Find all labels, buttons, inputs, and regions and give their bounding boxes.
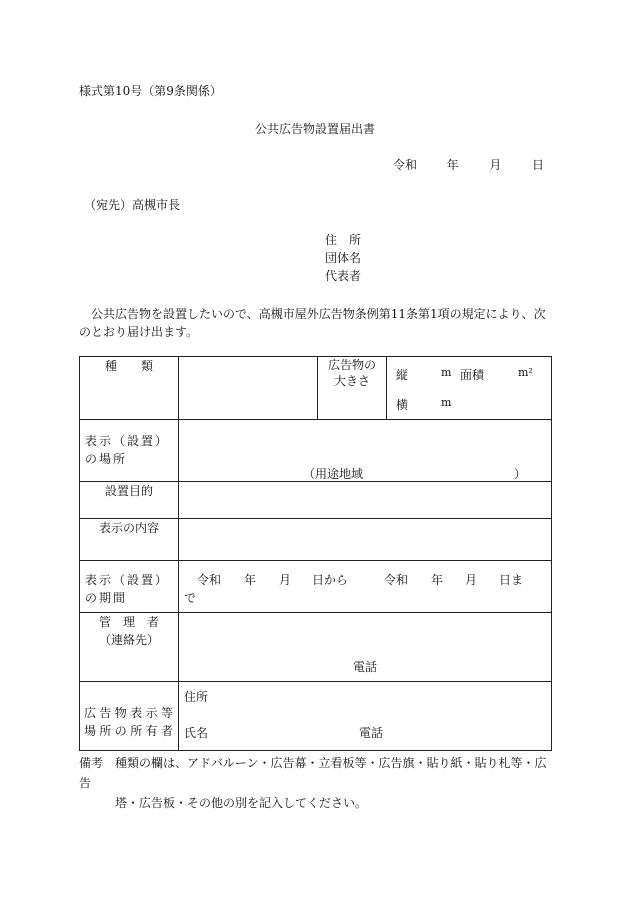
remarks-text-1: 種類の欄は、アドバルーン・広告幕・立看板等・広告旗・貼り紙・貼り札等・広告 <box>79 756 547 790</box>
date-line <box>393 156 544 173</box>
row-location <box>80 420 552 482</box>
document-title: 公共広告物設置届出書 <box>254 122 375 136</box>
period-field[interactable] <box>179 561 552 613</box>
applicant-representative-label: 代表者 <box>325 269 362 283</box>
period-to-era: 令和 <box>384 573 409 587</box>
row-owner <box>80 682 552 751</box>
type-field[interactable] <box>179 357 318 420</box>
owner-name-label: 氏名 <box>184 726 209 740</box>
area-label: 面積 <box>460 368 485 382</box>
horizontal-unit: m <box>441 396 452 409</box>
period-to-day-wrap: で <box>184 591 197 605</box>
horizontal-label: 横 <box>396 398 409 412</box>
period-from-day: 日から <box>312 573 349 587</box>
period-to-month: 月 <box>465 573 478 587</box>
size-label-text: 広告物の大きさ <box>328 358 377 388</box>
content-label: 表示の内容 <box>80 519 179 561</box>
vertical-unit: m <box>441 366 452 379</box>
form-number: 様式第10号（第9条関係） <box>79 84 222 98</box>
period-to-year: 年 <box>431 573 444 587</box>
remarks-text-2: 塔・広告板・その他の別を記入してください。 <box>115 796 368 810</box>
notification-form-table <box>79 356 552 751</box>
manager-field[interactable] <box>179 613 552 682</box>
row-type <box>80 357 552 420</box>
manager-contact-label: （連絡先） <box>98 633 159 647</box>
date-month: 月 <box>489 158 502 172</box>
row-period <box>80 561 552 613</box>
row-purpose <box>80 482 552 519</box>
period-from-month: 月 <box>279 573 292 587</box>
applicant-address-label: 住 所 <box>325 233 362 247</box>
remarks-prefix: 備考 <box>79 756 104 770</box>
type-label: 種 類 <box>80 357 179 420</box>
location-field[interactable] <box>179 420 552 482</box>
applicant-group-label: 団体名 <box>325 251 362 265</box>
row-manager <box>80 613 552 682</box>
purpose-label: 設置目的 <box>80 482 179 519</box>
owner-phone-label: 電話 <box>359 726 384 740</box>
period-from-year: 年 <box>244 573 257 587</box>
owner-address-label: 住所 <box>184 690 209 704</box>
content-field[interactable] <box>179 519 552 561</box>
purpose-field[interactable] <box>179 482 552 519</box>
zoning-close: ） <box>514 467 527 481</box>
date-day: 日 <box>532 158 545 172</box>
manager-label: 管 理 者 <box>98 615 159 629</box>
size-field[interactable] <box>387 357 552 420</box>
addressee: （宛先）高槻市長 <box>84 198 181 212</box>
area-unit: m² <box>518 366 533 379</box>
remarks-line-1 <box>79 753 555 793</box>
date-year: 年 <box>446 158 459 172</box>
size-label <box>318 357 387 420</box>
remarks <box>79 753 555 813</box>
period-from-era: 令和 <box>197 573 222 587</box>
manager-label-cell <box>80 613 179 682</box>
period-label: 表示（設置）の期間 <box>80 561 179 613</box>
date-era: 令和 <box>393 158 418 172</box>
manager-phone-label: 電話 <box>353 660 378 674</box>
vertical-label: 縦 <box>396 368 409 382</box>
row-content <box>80 519 552 561</box>
body-text: 公共広告物を設置したいので、高槻市屋外広告物条例第11条第1項の規定により、次のとおり届け出ます。 <box>79 307 546 339</box>
owner-field[interactable] <box>179 682 552 751</box>
location-label: 表示（設置）の場所 <box>80 420 179 482</box>
remarks-line-2 <box>79 793 555 813</box>
period-to-day: 日ま <box>499 573 524 587</box>
owner-label: 広告物表示等場所の所有者 <box>80 682 179 751</box>
zoning-label: （用途地域 <box>303 467 364 481</box>
